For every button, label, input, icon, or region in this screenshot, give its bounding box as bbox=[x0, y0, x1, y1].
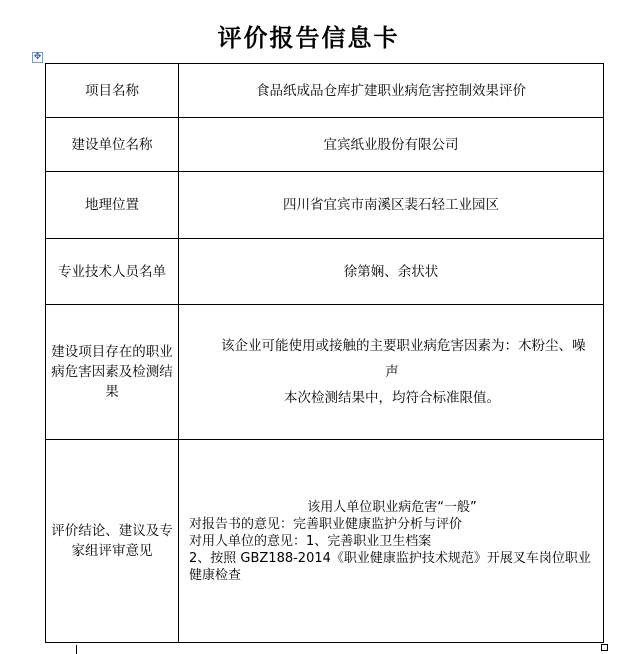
conclusion-value bbox=[179, 440, 604, 643]
table-row bbox=[46, 239, 604, 305]
conclusion-line-4: 2、按照 GBZ188-2014《职业健康监护技术规范》开展叉车岗位职业 bbox=[189, 550, 591, 566]
table-resize-handle[interactable] bbox=[601, 644, 608, 651]
location-value: 四川省宜宾市南溪区裴石轻工业园区 bbox=[179, 172, 604, 239]
table-row bbox=[46, 64, 604, 118]
conclusion-line-3: 对用人单位的意见：1、完善职业卫生档案 bbox=[189, 533, 432, 549]
hazard-factors-label: 建设项目存在的职业病危害因素及检测结果 bbox=[46, 305, 179, 440]
info-card-table bbox=[45, 63, 604, 643]
table-row bbox=[46, 440, 604, 643]
document-title: 评价报告信息卡 bbox=[217, 23, 400, 52]
conclusion-line-5: 健康检查 bbox=[189, 567, 242, 583]
table-row bbox=[46, 172, 604, 239]
hazard-factors-value bbox=[179, 305, 604, 440]
project-name-label: 项目名称 bbox=[46, 64, 179, 118]
technical-staff-value: 徐第娴、余状状 bbox=[179, 239, 604, 305]
text-cursor bbox=[76, 645, 77, 654]
table-move-handle-icon[interactable]: ✥ bbox=[33, 52, 42, 62]
construction-unit-label: 建设单位名称 bbox=[46, 118, 179, 172]
hazard-line-1: 该企业可能使用或接触的主要职业病危害因素为：木粉尘、噪 bbox=[221, 338, 586, 354]
construction-unit-value: 宜宾纸业股份有限公司 bbox=[179, 118, 604, 172]
conclusion-line-2: 对报告书的意见：完善职业健康监护分析与评价 bbox=[189, 516, 463, 532]
table-row bbox=[46, 118, 604, 172]
conclusion-label: 评价结论、建议及专家组评审意见 bbox=[46, 440, 179, 643]
table-row bbox=[46, 305, 604, 440]
project-name-value: 食品纸成品仓库扩建职业病危害控制效果评价 bbox=[179, 64, 604, 118]
hazard-line-2: 声 bbox=[385, 364, 399, 380]
conclusion-line-1: 该用人单位职业病危害“一般” bbox=[307, 499, 477, 515]
technical-staff-label: 专业技术人员名单 bbox=[46, 239, 179, 305]
hazard-line-3: 本次检测结果中，均符合标准限值。 bbox=[284, 390, 500, 406]
location-label: 地理位置 bbox=[46, 172, 179, 239]
